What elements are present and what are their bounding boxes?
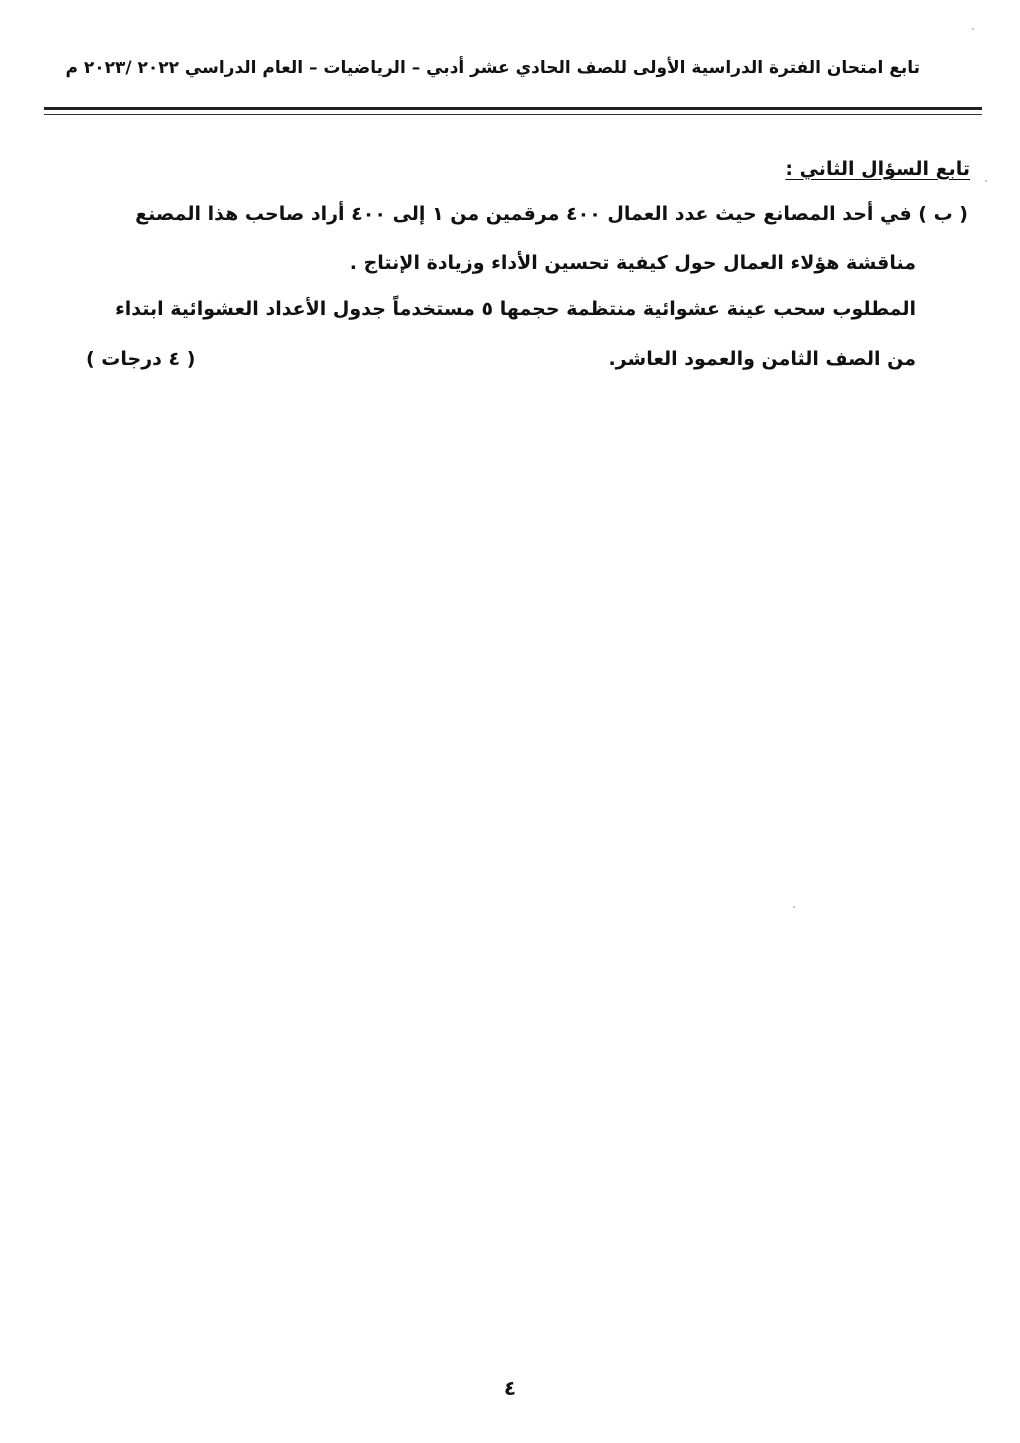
question-line-2: مناقشة هؤلاء العمال حول كيفية تحسين الأداء وزيادة الإنتاج . — [349, 252, 916, 274]
question-title-text: تابع السؤال الثاني : — [785, 158, 970, 180]
page-number: ٤ — [503, 1376, 517, 1400]
header-divider-thin — [44, 114, 982, 115]
question-line-1: ( ب ) في أحد المصانع حيث عدد العمال ٤٠٠ مرقمين من ١ إلى ٤٠٠ أراد صاحب هذا المصنع — [135, 203, 968, 225]
question-title — [785, 158, 970, 180]
scan-speck — [793, 906, 795, 908]
header-divider-thick — [44, 107, 982, 110]
scan-speck — [985, 180, 987, 182]
page-header: تابع امتحان الفترة الدراسية الأولى للصف الحادي عشر أدبي – الرياضيات – العام الدراسي ٢٠٢٢ /٢٠٢٣ م — [65, 58, 920, 78]
scan-speck — [972, 28, 974, 30]
question-line-4: من الصف الثامن والعمود العاشر. — [608, 348, 916, 370]
question-line-3: المطلوب سحب عينة عشوائية منتظمة حجمها ٥ مستخدماً جدول الأعداد العشوائية ابتداء — [115, 298, 916, 320]
question-marks: ( ٤ درجات ) — [86, 348, 196, 370]
